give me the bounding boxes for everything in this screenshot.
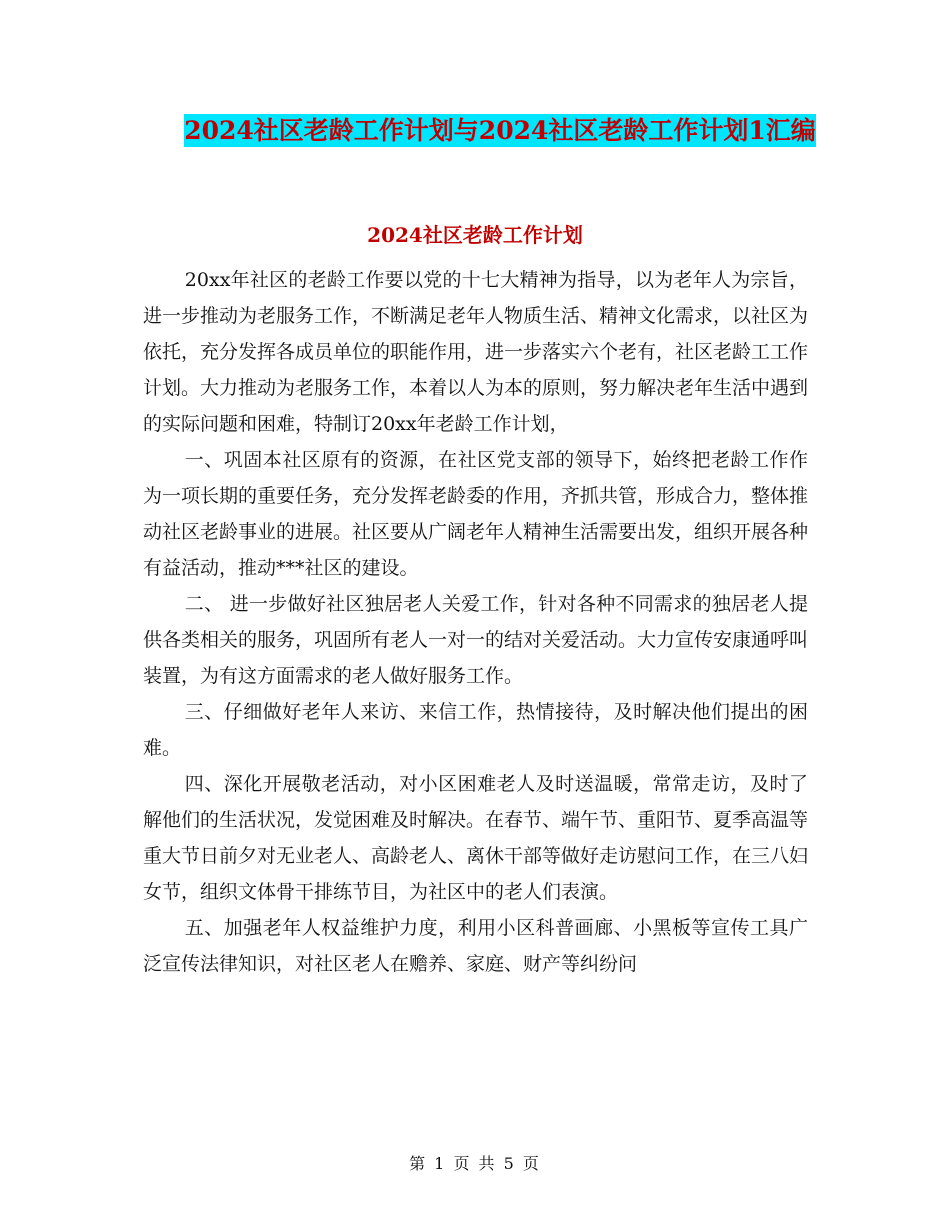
title-highlight: 2024社区老龄工作计划与2024社区老龄工作计划1汇编 (184, 116, 816, 145)
document-title (150, 108, 850, 154)
paragraph-item-3: 三、仔细做好老年人来访、来信工作，热情接待，及时解决他们提出的困难。 (143, 701, 808, 759)
paragraph-item-5: 五、加强老年人权益维护力度，利用小区科普画廊、小黑板等宣传工具广泛宣传法律知识，对社区老人在赡养、家庭、财产等纠纷问 (143, 917, 808, 975)
page-number-footer: 第 1 页 共 5 页 (409, 1154, 541, 1173)
section-title: 2024社区老龄工作计划 (367, 223, 583, 247)
paragraph-intro: 20xx年社区的老龄工作要以党的十七大精神为指导，以为老年人为宗旨，进一步推动为老服务工作，不断满足老年人物质生活、精神文化需求，以社区为依托，充分发挥各成员单位的职能作用，进一步落实六个老有，社区老龄工工作计划。大力推动为老服务工作，本着以人为本的原则，努力解决老年生活中遇到的实际问题和困难，特制订20xx年老龄工作计划， (143, 269, 809, 435)
paragraph-item-4: 四、深化开展敬老活动，对小区困难老人及时送温暖，常常走访，及时了解他们的生活状况，发觉困难及时解决。在春节、端午节、重阳节、夏季高温等重大节日前夕对无业老人、高龄老人、离休干部等做好走访慰问工作，在三八妇女节，组织文体骨干排练节目，为社区中的老人们表演。 (143, 773, 809, 903)
paragraph-item-1: 一、巩固本社区原有的资源，在社区党支部的领导下，始终把老龄工作作为一项长期的重要任务，充分发挥老龄委的作用，齐抓共管，形成合力，整体推动社区老龄事业的进展。社区要从广阔老年人精神生活需要出发，组织开展各种有益活动，推动***社区的建设。 (143, 449, 809, 579)
document-body (143, 262, 808, 982)
paragraph-item-2: 二、 进一步做好社区独居老人关爱工作，针对各种不同需求的独居老人提供各类相关的服务，巩固所有老人一对一的结对关爱活动。大力宣传安康通呼叫装置，为有这方面需求的老人做好服务工作。 (143, 593, 809, 687)
